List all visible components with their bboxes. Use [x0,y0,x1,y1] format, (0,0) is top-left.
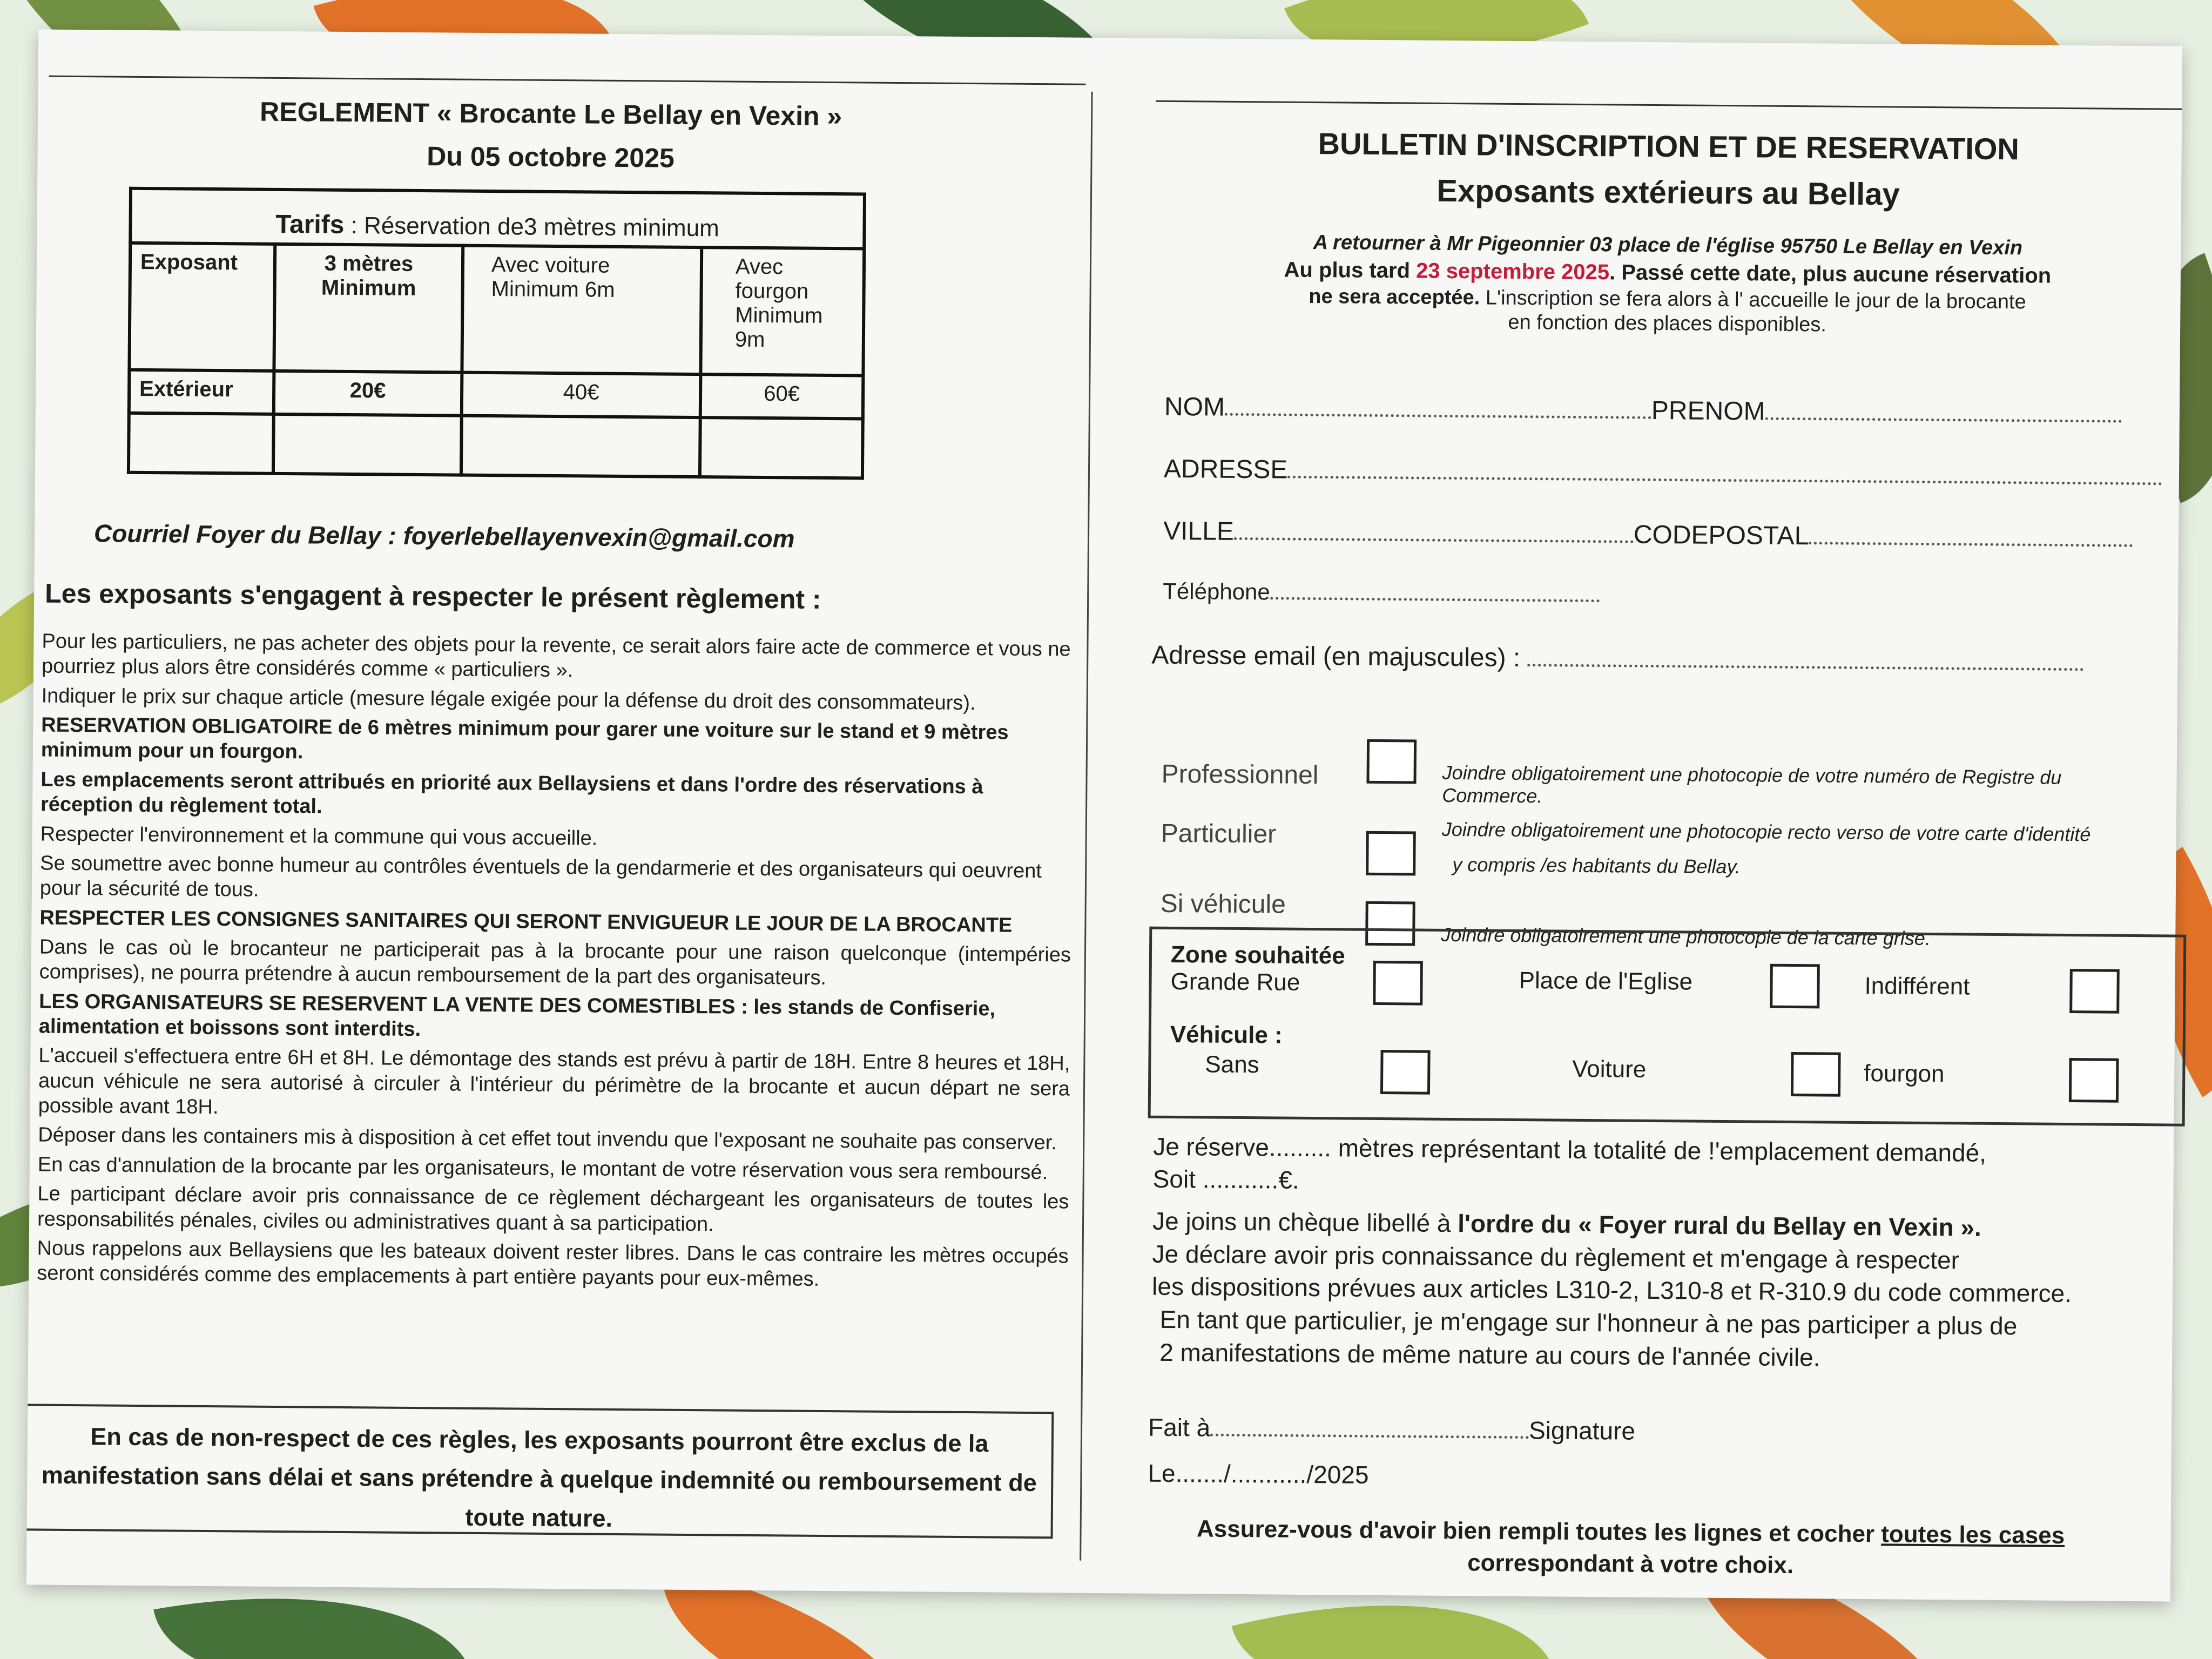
date-field[interactable]: Le......./.........../2025 [1148,1459,1369,1489]
rule-item: Pour les particuliers, ne pas acheter des objets pour la revente, ce serait alors faire acte de commerce et vous ne pourriez plus alors être considérés comme « particuliers ». [41,630,1071,682]
particulier-checkbox[interactable] [1366,831,1416,876]
codepostal-label: CODEPOSTAL [1633,520,1809,551]
row-exterieur: Extérieur [129,370,274,414]
deadline-line [1155,257,2181,289]
dotted-line [1210,1434,1529,1439]
email-field[interactable] [1151,640,2084,678]
bulletin-title: BULLETIN D'INSCRIPTION ET DE RESERVATION [1318,126,2020,166]
rule-item: Déposer dans les containers mis à disposition à cet effet tout invendu que l'exposant ne souhaite pas conserver. [38,1123,1057,1155]
dotted-line [1270,597,1600,602]
empty-cell [129,413,274,474]
zone-grande-rue-label: Grande Rue [1170,968,1300,996]
rule-item: LES ORGANISATEURS SE RESERVENT LA VENTE DES COMESTIBLES : les stands de Confiserie, alimentation et boissons sont interdits. [38,990,996,1041]
deadline-line-3: en fonction des places disponibles. [1508,311,1827,336]
final-underline: toutes les cases [1881,1521,2065,1549]
veh-voiture-checkbox[interactable] [1791,1052,1841,1097]
zone-indifferent-label: Indifférent [1864,973,1970,1000]
particulier-note-2: y compris /es habitants du Bellay. [1452,853,1741,878]
zone-grande-rue-checkbox[interactable] [1373,961,1423,1006]
veh-sans-label: Sans [1205,1051,1259,1078]
ville-label: VILLE [1163,516,1235,546]
closing-notice: En cas de non-respect de ces règles, les exposants pourront être exclus de la manifestation sans délai et sans prétendre à quelque indemnité ou remboursement de toute nature. [27,1404,1054,1539]
empty-cell [461,416,700,477]
cheque-bold: l'ordre du « Foyer rural du Bellay en Vexin ». [1458,1209,1982,1242]
top-rule [1156,100,2182,110]
rule-item: RESERVATION OBLIGATOIRE de 6 mètres minimum pour garer une voiture sur le stand et 9 mètres minimum pour un fourgon. [41,713,1009,764]
nom-field[interactable] [1164,392,2122,429]
particulier-note-1: Joindre obligatoirement une photocopie recto verso de votre carte d'identité [1441,818,2091,846]
dotted-line [1287,476,2162,485]
zone-label: Zone souhaitée [1170,941,1345,969]
vehicule-note: Joindre obligatoirement une photocopie de la carte grise. [1441,923,1931,950]
declare-line-3: En tant que particulier, je m'engage sur l'honneur à ne pas participer a plus de [1159,1305,2018,1340]
reglement-date: Du 05 octobre 2025 [427,141,675,173]
rule-item: En cas d'annulation de la brocante par les organisateurs, le montant de votre réservation vous sera remboursé. [37,1153,1048,1184]
adresse-label: ADRESSE [1163,454,1288,484]
rule-item: Le participant déclare avoir pris connaissance de ce règlement déchargeant les organisateurs de toutes les responsabilités pénales, civiles ou administratives quant à sa participation. [37,1182,1069,1236]
deadline-rest: L'inscription se fera alors à l' accueille le jour de la brocante [1480,286,2026,314]
flyer-sheet [26,29,2182,1601]
deadline-date: 23 septembre 2025 [1415,259,1610,285]
zone-eglise-label: Place de l'Eglise [1519,967,1693,995]
tarifs-label: Tarifs [275,210,345,239]
rule-item: Les emplacements seront attribués en priorité aux Bellaysiens et dans l'ordre des réservations à réception du règlement total. [40,768,983,818]
telephone-field[interactable] [1163,578,1600,608]
tarifs-header [130,188,865,249]
vehicule-zone-label: Véhicule : [1170,1021,1283,1049]
veh-fourgon-label: fourgon [1864,1060,1945,1088]
price-fourgon: 60€ [700,374,864,419]
bulletin-section [1112,38,2167,1601]
col-fourgon: Avec fourgon Minimum 9m [700,247,864,375]
telephone-label: Téléphone [1163,578,1270,605]
rule-item: Indiquer le prix sur chaque article (mesure légale exigée pour la défense du droit des consommateurs). [41,684,976,714]
signature-label: Signature [1528,1416,1636,1445]
nom-label: NOM [1164,392,1225,422]
dotted-line [1765,417,2121,423]
fait-field[interactable] [1148,1413,1635,1446]
particulier-label: Particulier [1161,819,1277,849]
dotted-line [1527,664,2083,671]
zone-indifferent-checkbox[interactable] [2069,969,2120,1014]
zone-eglise-checkbox[interactable] [1770,964,1820,1009]
deadline-post: . Passé cette date, plus aucune réservation [1609,260,2052,288]
dotted-line [1225,413,1651,419]
professionnel-note: Joindre obligatoirement une photocopie de votre numéro de Registre du Commerce. [1442,761,2062,807]
empty-cell [700,417,863,478]
deadline-bold: ne sera acceptée. [1309,285,1480,309]
empty-cell [273,414,462,475]
rule-item: L'accueil s'effectuera entre 6H et 8H. Le démontage des stands est prévu à partir de 18H. Entre 8 heures et 18H, aucun véhicule ne sera autorisé à circuler à l'intérieur du périmètre de la brocante et aucun départ ne sera possible avant 18H. [38,1044,1070,1119]
reglement-title: REGLEMENT « Brocante Le Bellay en Vexin » [259,96,842,132]
return-address: A retourner à Mr Pigeonnier 03 place de l'église 95750 Le Bellay en Vexin [1313,231,2023,260]
vehicule-label: Si véhicule [1160,889,1286,919]
rule-item: Nous rappelons aux Bellaysiens que les bateaux doivent rester libres. Dans le cas contraire les mètres occupés seront considérés comme des emplacements à part entière payants pour eux-mêmes. [37,1237,1069,1291]
prenom-label: PRENOM [1651,396,1765,426]
adresse-field[interactable] [1164,454,2163,492]
veh-sans-checkbox[interactable] [1380,1050,1431,1095]
declare-line-4: 2 manifestations de même nature au cours de l'année civile. [1159,1338,1820,1372]
cheque-pre: Je joins un chèque libellé à [1152,1206,1458,1238]
rule-item: RESPECTER LES CONSIGNES SANITAIRES QUI SERONT ENVIGUEUR LE JOUR DE LA BROCANTE [39,906,1013,937]
declare-line-1: Je déclare avoir pris connaissance du règlement et m'engage à respecter [1152,1239,1960,1274]
rule-item: Se soumettre avec bonne humeur au contrôles éventuels de la gendarmerie et des organisateurs qui oeuvrent pour la sécurité de tous. [39,852,1042,901]
col-3m: 3 mètres Minimum [274,244,463,373]
rule-item: Respecter l'environnement et la commune qui vous accueille. [40,822,598,850]
deadline-pre: Au plus tard [1284,258,1417,283]
engage-heading: Les exposants s'engagent à respecter le présent règlement : [44,578,821,615]
tarifs-sub: : Réservation de3 mètres minimum [344,212,720,242]
fait-label: Fait à [1148,1413,1211,1442]
dotted-line [1809,542,2133,547]
col-exposant: Exposant [129,243,275,371]
reserve-line[interactable]: Je réserve......... mètres représentant la totalité de !'emplacement demandé, [1152,1132,1987,1167]
top-rule [49,76,1086,85]
tarifs-table [127,187,866,480]
price-voiture: 40€ [462,373,701,417]
veh-voiture-label: Voiture [1572,1055,1647,1083]
conditions-block [1151,1205,2168,1377]
declare-line-2: les dispositions prévues aux articles L310-2, L310-8 et R-310.9 du code commerce. [1151,1272,2072,1308]
rule-item: Dans le cas où le brocanteur ne participerait pas à la brocante pour une raison quelconque (intempéries comprises), ne pourra prétendre à aucun remboursement de la part des organisateurs. [39,935,1071,990]
professionnel-checkbox[interactable] [1366,739,1417,784]
courriel-line: Courriel Foyer du Bellay : foyerlebellayenvexin@gmail.com [93,519,795,553]
zone-vehicule-box [1148,927,2187,1127]
soit-line[interactable]: Soit ...........€. [1152,1164,1299,1194]
email-label: Adresse email (en majuscules) : [1151,640,1521,673]
dotted-line [1234,537,1634,543]
bulletin-subtitle: Exposants extérieurs au Bellay [1437,173,1900,212]
reglement-section [26,29,1092,1593]
professionnel-label: Professionnel [1161,759,1319,790]
final-reminder [1144,1513,2117,1584]
price-3m: 20€ [274,371,462,416]
rules-list [37,629,1074,1299]
final-pre: Assurez-vous d'avoir bien rempli toutes les lignes et cocher [1196,1515,1881,1548]
ville-field[interactable] [1163,516,2133,554]
final-post: correspondant à votre choix. [1467,1549,1794,1579]
col-voiture: Avec voiture Minimum 6m [462,246,702,374]
veh-fourgon-checkbox[interactable] [2069,1058,2119,1103]
